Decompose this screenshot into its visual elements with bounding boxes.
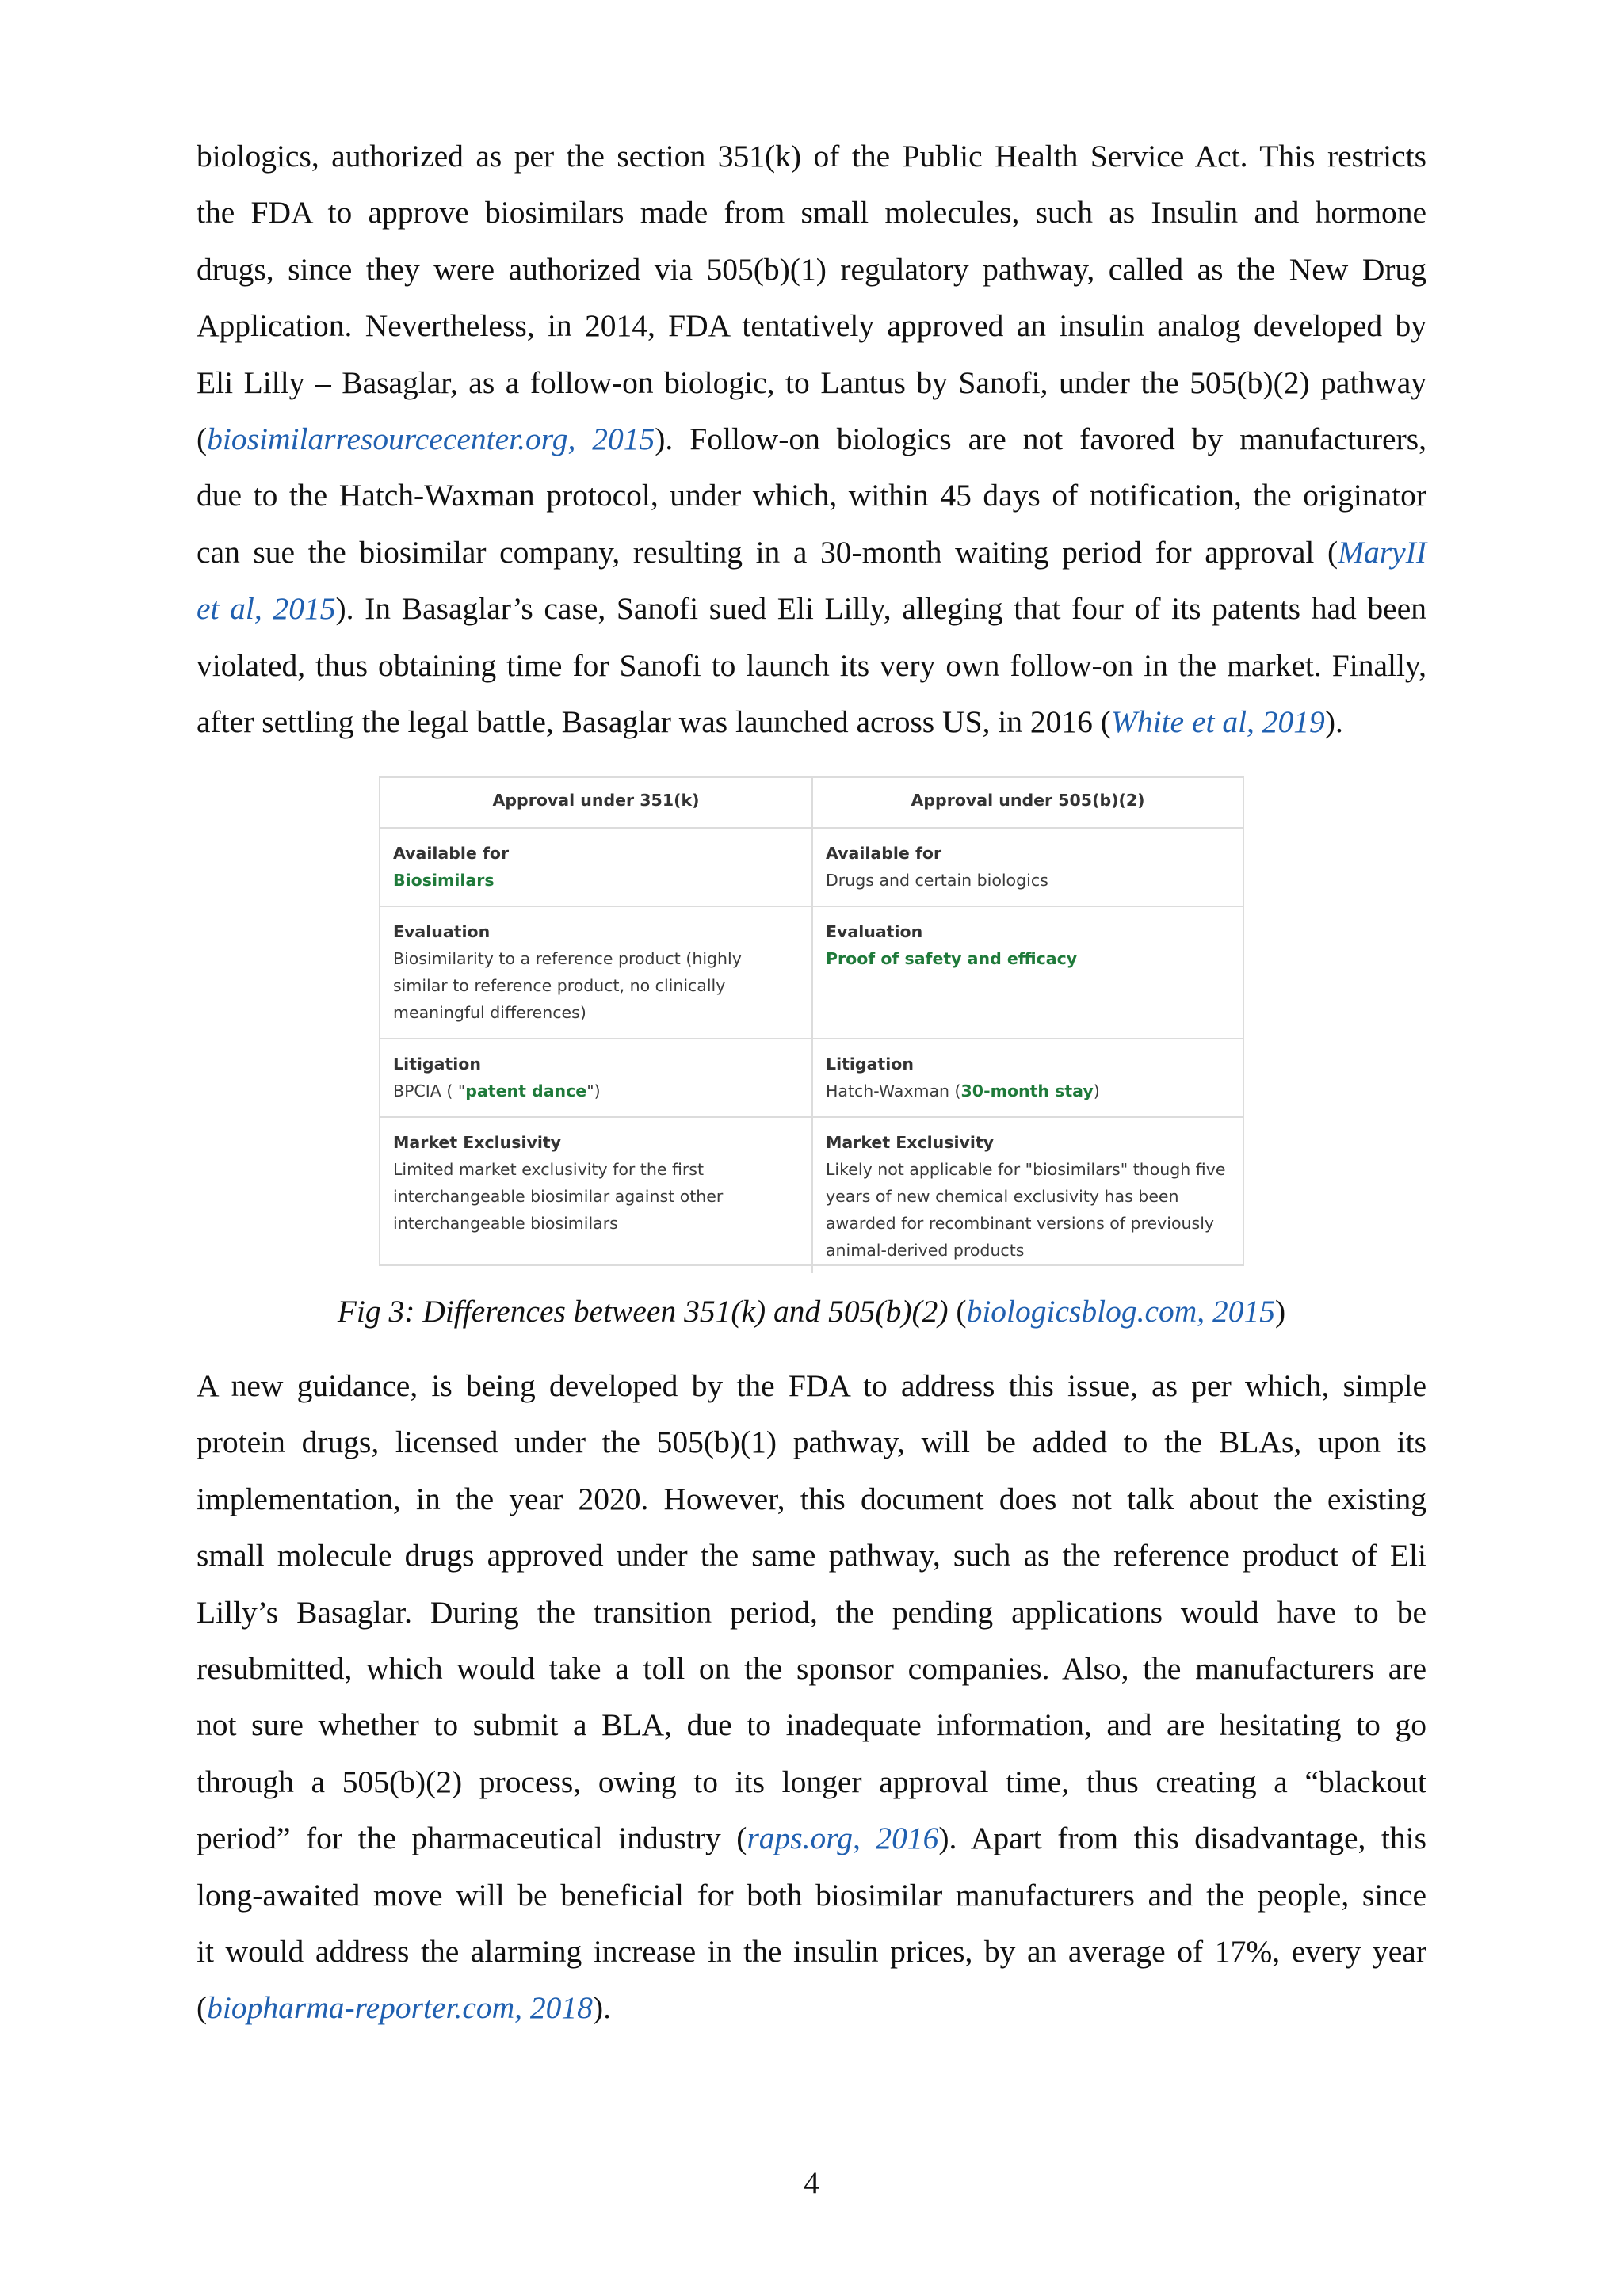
text-run: the FDA to approve biosimilars made from small molecules, such as Insulin and hormone [197,195,1426,231]
table-cell [380,1118,812,1273]
caption-citation-link[interactable]: biologicsblog.com, 2015 [966,1294,1276,1329]
text-run: ). [592,1990,611,2026]
text-line [197,1358,1426,1414]
table-cell [812,1039,1243,1116]
cell-label: Litigation [393,1055,481,1074]
text-run: resubmitted, which would take a toll on the sponsor companies. Also, the manufacturers are [197,1651,1426,1687]
figure-caption [0,1291,1623,1331]
text-line [197,242,1426,298]
text-run: ). Apart from this disadvantage, this [938,1821,1426,1856]
table-cell [812,1118,1243,1273]
table-header-351k: Approval under 351(k) [492,791,700,810]
text-line [197,1527,1426,1584]
text-run: Application. Nevertheless, in 2014, FDA tentatively approved an insulin analog developed by [197,308,1426,344]
text-line [197,185,1426,241]
text-line [197,1867,1426,1924]
table-row [380,907,1243,1039]
text-run: Lilly’s Basaglar. During the transition period, the pending applications would have to be [197,1594,1426,1630]
text-line [197,1810,1426,1867]
caption-text: Fig 3: Differences between 351(k) and 505(b)(2) [337,1294,949,1329]
cell-value [393,1077,799,1104]
highlighted-text: Biosimilars [393,871,495,890]
cell-value [393,1156,799,1237]
highlighted-text: 30-month stay [960,1081,1094,1100]
text-line [197,581,1426,637]
caption-close-paren: ) [1275,1294,1286,1329]
text-run: ). [1324,704,1343,740]
text-run: long-awaited move will be beneficial for both biosimilar manufacturers and the people, since [197,1877,1426,1913]
text-run: ). Follow-on biologics are not favored by manufacturers, [655,421,1426,457]
text-line [197,1697,1426,1753]
text-run: it would address the alarming increase in the insulin prices, by an average of 17%, every year [197,1934,1426,1970]
text-run: period” for the pharmaceutical industry ( [197,1821,747,1856]
cell-label: Litigation [826,1055,914,1074]
cell-value [393,945,799,1026]
text-run: violated, thus obtaining time for Sanofi to launch its very own follow-on in the market. Finally, [197,647,1426,683]
citation-link[interactable]: biopharma-reporter.com, 2018 [207,1990,593,2026]
text-line [197,1980,1426,2036]
citation-link[interactable]: biosimilarresourcecenter.org, 2015 [207,421,655,457]
text-run: through a 505(b)(2) process, owing to its longer approval time, thus creating a “blackout [197,1764,1426,1799]
citation-link[interactable]: White et al, 2019 [1110,704,1325,740]
table-row [380,1118,1243,1273]
text-line [197,355,1426,411]
text-run: can sue the biosimilar company, resulting in a 30-month waiting period for approval ( [197,534,1338,570]
text-line [197,1585,1426,1641]
table-cell [380,907,812,1038]
text-run: small molecule drugs approved under the same pathway, such as the reference product of Eli [197,1538,1426,1573]
table-cell [380,1039,812,1116]
cell-label: Market Exclusivity [393,1133,562,1152]
citation-link[interactable]: et al, 2015 [197,591,336,627]
text-run: ( [197,1990,208,2026]
body-paragraph-2 [197,1358,1426,2037]
text-line [197,298,1426,354]
text-run: Hatch-Waxman ( [826,1081,961,1100]
table-cell [812,907,1243,1038]
text-run: Eli Lilly – Basaglar, as a follow-on biologic, to Lantus by Sanofi, under the 505(b)(2) pathway [197,364,1426,400]
text-run: ). In Basaglar’s case, Sanofi sued Eli Lilly, alleging that four of its patents had been [335,591,1426,627]
text-run: drugs, since they were authorized via 505(b)(1) regulatory pathway, called as the New Drug [197,251,1426,287]
text-run: BPCIA ( " [393,1081,466,1100]
text-line [197,638,1426,694]
text-run: due to the Hatch-Waxman protocol, under which, within 45 days of notification, the originator [197,478,1426,513]
text-run: implementation, in the year 2020. However, this document does not talk about the existing [197,1481,1426,1516]
highlighted-text: Proof of safety and efficacy [826,949,1078,968]
text-line [197,411,1426,467]
table-row [380,829,1243,907]
text-run: Biosimilarity to a reference product (highly similar to reference product, no clinically meaningful differences) [393,949,742,1022]
cell-value [826,1156,1230,1264]
table-cell [380,829,812,906]
comparison-table-figure [379,776,1244,1266]
text-line [197,1471,1426,1527]
text-line [197,1414,1426,1470]
text-line [197,467,1426,524]
highlighted-text: patent dance [465,1081,587,1100]
cell-label: Evaluation [393,922,491,941]
text-run: ") [586,1081,601,1100]
cell-label: Available for [826,844,942,863]
text-run: A new guidance, is being developed by the FDA to address this issue, as per which, simple [197,1368,1426,1403]
cell-label: Market Exclusivity [826,1133,995,1152]
citation-link[interactable]: MaryII [1338,534,1426,570]
page-number: 4 [804,2165,819,2200]
table-header-505b2: Approval under 505(b)(2) [812,778,1243,827]
table-row [380,1039,1243,1118]
cell-value [826,945,1230,972]
text-run: ) [1093,1081,1100,1100]
text-run: Limited market exclusivity for the first interchangeable biosimilar against other interchangeable biosimilars [393,1160,724,1233]
cell-label: Evaluation [826,922,923,941]
cell-value [826,1077,1230,1104]
text-run: biologics, authorized as per the section 351(k) of the Public Health Service Act. This restricts [197,139,1426,174]
text-run: Likely not applicable for "biosimilars" though five years of new chemical exclusivity has been awarded for recombinant versions of previously animal-derived products [826,1160,1226,1260]
cell-label: Available for [393,844,510,863]
text-run: not sure whether to submit a BLA, due to inadequate information, and are hesitating to go [197,1707,1426,1743]
cell-value [826,867,1230,894]
text-line [197,524,1426,581]
cell-value [393,867,799,894]
body-paragraph-1 [197,128,1426,750]
text-line [197,1924,1426,1980]
table-cell [812,829,1243,906]
table-header-row [380,778,1243,829]
text-line [197,694,1426,750]
text-line [197,1754,1426,1810]
text-line [197,128,1426,185]
text-run: protein drugs, licensed under the 505(b)(1) pathway, will be added to the BLAs, upon its [197,1425,1426,1460]
text-run: after settling the legal battle, Basaglar was launched across US, in 2016 ( [197,704,1111,740]
text-line [197,1641,1426,1697]
text-run: Drugs and certain biologics [826,871,1048,890]
caption-open-paren: ( [956,1294,967,1329]
citation-link[interactable]: raps.org, 2016 [747,1821,939,1856]
text-run: ( [197,421,208,457]
